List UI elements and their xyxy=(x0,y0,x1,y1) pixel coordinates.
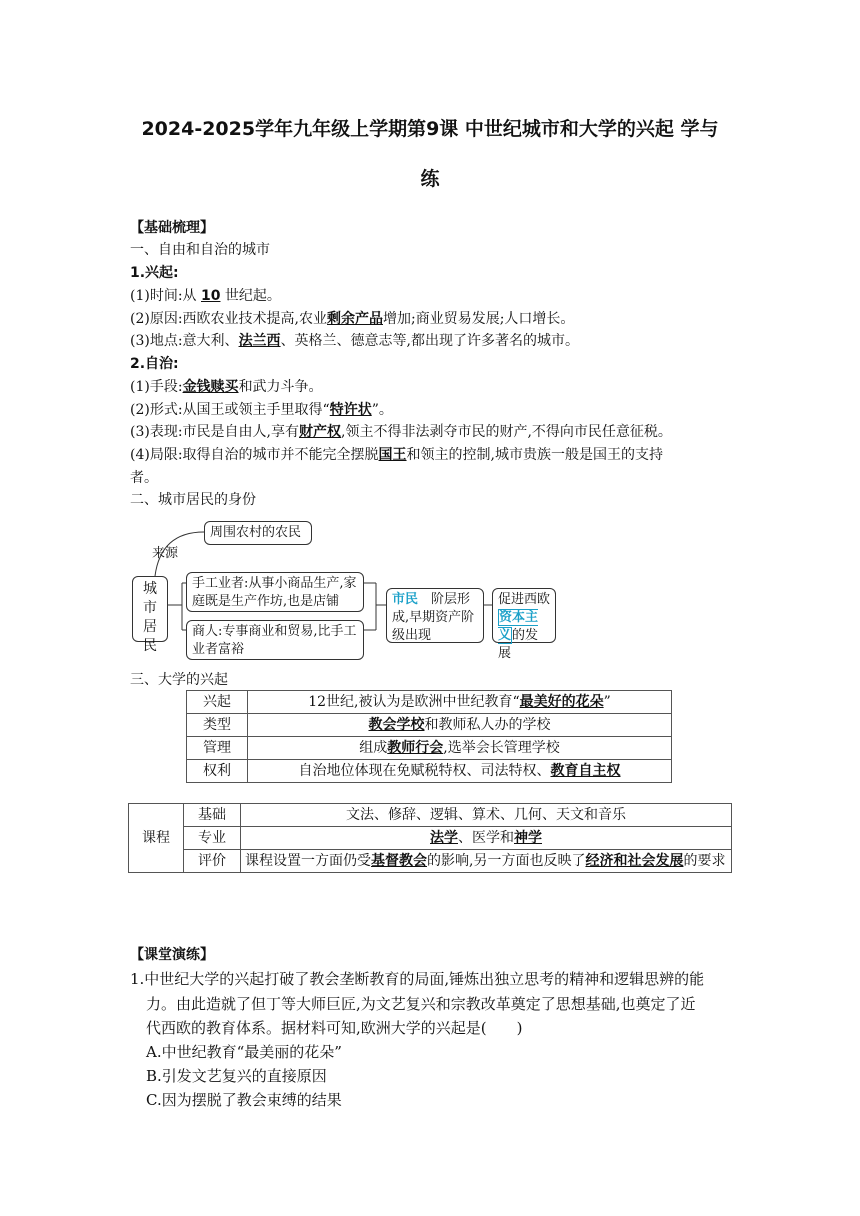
row-value xyxy=(248,737,672,760)
rise-place xyxy=(130,331,579,351)
citizen-text: 阶层形成,早期资产阶级出现 xyxy=(392,592,475,643)
answer: 最美好的花朵 xyxy=(519,694,604,710)
text: ” xyxy=(603,694,611,710)
text: (2)形式:从国王或领主手里取得“ xyxy=(130,402,330,418)
text: 的要求 xyxy=(683,853,726,869)
section-class: 【课堂演练】 xyxy=(130,947,214,963)
course-table xyxy=(128,803,732,873)
row-key: 基础 xyxy=(184,804,241,827)
course-label: 课程 xyxy=(129,804,184,873)
text: 和武力斗争。 xyxy=(238,379,323,395)
answer: 神学 xyxy=(514,830,542,846)
row-value xyxy=(248,760,672,783)
q1-option-c: C.因为摆脱了教会束缚的结果 xyxy=(146,1091,342,1109)
text: 和教师私人办的学校 xyxy=(424,717,551,733)
q1-option-b: B.引发文艺复兴的直接原因 xyxy=(146,1067,327,1085)
answer: 教师行会 xyxy=(387,740,444,756)
row-value: 文法、修辞、逻辑、算术、几何、天文和音乐 xyxy=(241,804,732,827)
table-row xyxy=(187,714,672,737)
table-row xyxy=(187,737,672,760)
text: 组成 xyxy=(359,740,388,756)
text: ,领主不得非法剥夺市民的财产,不得向市民任意征税。 xyxy=(341,424,672,440)
answer: 剩余产品 xyxy=(327,311,383,327)
promote-text: 促进西欧 xyxy=(498,592,551,607)
answer: 教育自主权 xyxy=(550,763,621,779)
text: 增加;商业贸易发展;人口增长。 xyxy=(383,311,575,327)
q1-line-2: 力。由此造就了但丁等大师巨匠,为文艺复兴和宗教改革奠定了思想基础,也奠定了近 xyxy=(146,995,696,1013)
answer: 经济和社会发展 xyxy=(585,853,684,869)
source-box: 周围农村的农民 xyxy=(204,521,312,545)
part3-heading: 三、大学的兴起 xyxy=(130,672,228,688)
citizen-box xyxy=(386,588,484,643)
text: 的影响,另一方面也反映了 xyxy=(427,853,586,869)
text: (1)手段: xyxy=(130,379,183,395)
auto-limit xyxy=(130,445,663,465)
q1-line-1: 1.中世纪大学的兴起打破了教会垄断教育的局面,锤炼出独立思考的精神和逻辑思辨的能 xyxy=(130,970,705,988)
merchant-box: 商人:专事商业和贸易,比手工业者富裕 xyxy=(186,620,364,660)
document-title xyxy=(110,104,750,204)
row-value xyxy=(241,827,732,850)
answer: 法学 xyxy=(430,830,458,846)
table-row xyxy=(129,804,732,827)
auto-form xyxy=(130,400,393,420)
part1-heading: 一、自由和自治的城市 xyxy=(130,242,270,258)
answer: 教会学校 xyxy=(368,717,425,733)
text: 、医学和 xyxy=(458,830,514,846)
rise-heading: 1.兴起: xyxy=(130,265,179,281)
q1-line-3: 代西欧的教育体系。据材料可知,欧洲大学的兴起是( ) xyxy=(146,1019,523,1037)
table-row xyxy=(187,760,672,783)
row-value xyxy=(248,714,672,737)
text: (3)地点:意大利、 xyxy=(130,333,239,349)
section-basic: 【基础梳理】 xyxy=(130,220,214,236)
text: (2)原因:西欧农业技术提高,农业 xyxy=(130,311,327,327)
promote-text: 的发展 xyxy=(498,628,539,661)
university-table xyxy=(186,690,672,783)
artisan-box: 手工业者:从事小商品生产,家庭既是生产作坊,也是店铺 xyxy=(186,572,364,612)
text: 自治地位体现在免赋税特权、司法特权、 xyxy=(298,763,551,779)
source-label: 来源 xyxy=(152,546,179,561)
row-value xyxy=(241,850,732,873)
text: (1)时间:从 xyxy=(130,288,201,304)
answer: 法兰西 xyxy=(238,333,281,349)
text: (3)表现:市民是自由人,享有 xyxy=(130,424,299,440)
text: ,选举会长管理学校 xyxy=(443,740,560,756)
autonomy-heading: 2.自治: xyxy=(130,356,179,372)
row-key: 评价 xyxy=(184,850,241,873)
answer: 金钱赎买 xyxy=(182,379,239,395)
text: ”。 xyxy=(371,402,393,418)
row-key: 管理 xyxy=(187,737,248,760)
text: 和领主的控制,城市贵族一般是国王的支持 xyxy=(406,447,663,463)
auto-limit-cont: 者。 xyxy=(130,470,158,486)
text: 世纪起。 xyxy=(220,288,281,304)
rise-time xyxy=(130,286,281,306)
table-row xyxy=(187,691,672,714)
text: 课程设置一方面仍受 xyxy=(245,853,371,869)
city-residents-box: 城市居民 xyxy=(132,576,168,642)
table-row xyxy=(129,827,732,850)
table-row xyxy=(129,850,732,873)
title-line-1: 2024-2025学年九年级上学期第9课 中世纪城市和大学的兴起 学与 xyxy=(141,118,719,140)
title-line-2: 练 xyxy=(420,168,440,190)
row-value xyxy=(248,691,672,714)
rise-reason xyxy=(130,309,574,329)
citizen-term: 市民 xyxy=(392,592,419,607)
promote-box xyxy=(492,588,556,661)
text: (4)局限:取得自治的城市并不能完全摆脱 xyxy=(130,447,379,463)
q1-option-a: A.中世纪教育“最美丽的花朵” xyxy=(146,1043,342,1061)
row-key: 权利 xyxy=(187,760,248,783)
row-key: 专业 xyxy=(184,827,241,850)
row-key: 类型 xyxy=(187,714,248,737)
text: 12世纪,被认为是欧洲中世纪教育“ xyxy=(308,694,520,710)
auto-means xyxy=(130,377,323,397)
answer: 基督教会 xyxy=(371,853,427,869)
part2-heading: 二、城市居民的身份 xyxy=(130,492,256,508)
auto-show xyxy=(130,422,672,442)
answer: 财产权 xyxy=(299,424,341,440)
answer: 10 xyxy=(201,288,221,304)
answer: 特许状 xyxy=(329,402,372,418)
row-key: 兴起 xyxy=(187,691,248,714)
answer: 国王 xyxy=(378,447,407,463)
text: 、英格兰、德意志等,都出现了许多著名的城市。 xyxy=(280,333,580,349)
city-residents-diagram xyxy=(130,518,570,663)
capitalism-term: 资本主义 xyxy=(498,610,539,643)
